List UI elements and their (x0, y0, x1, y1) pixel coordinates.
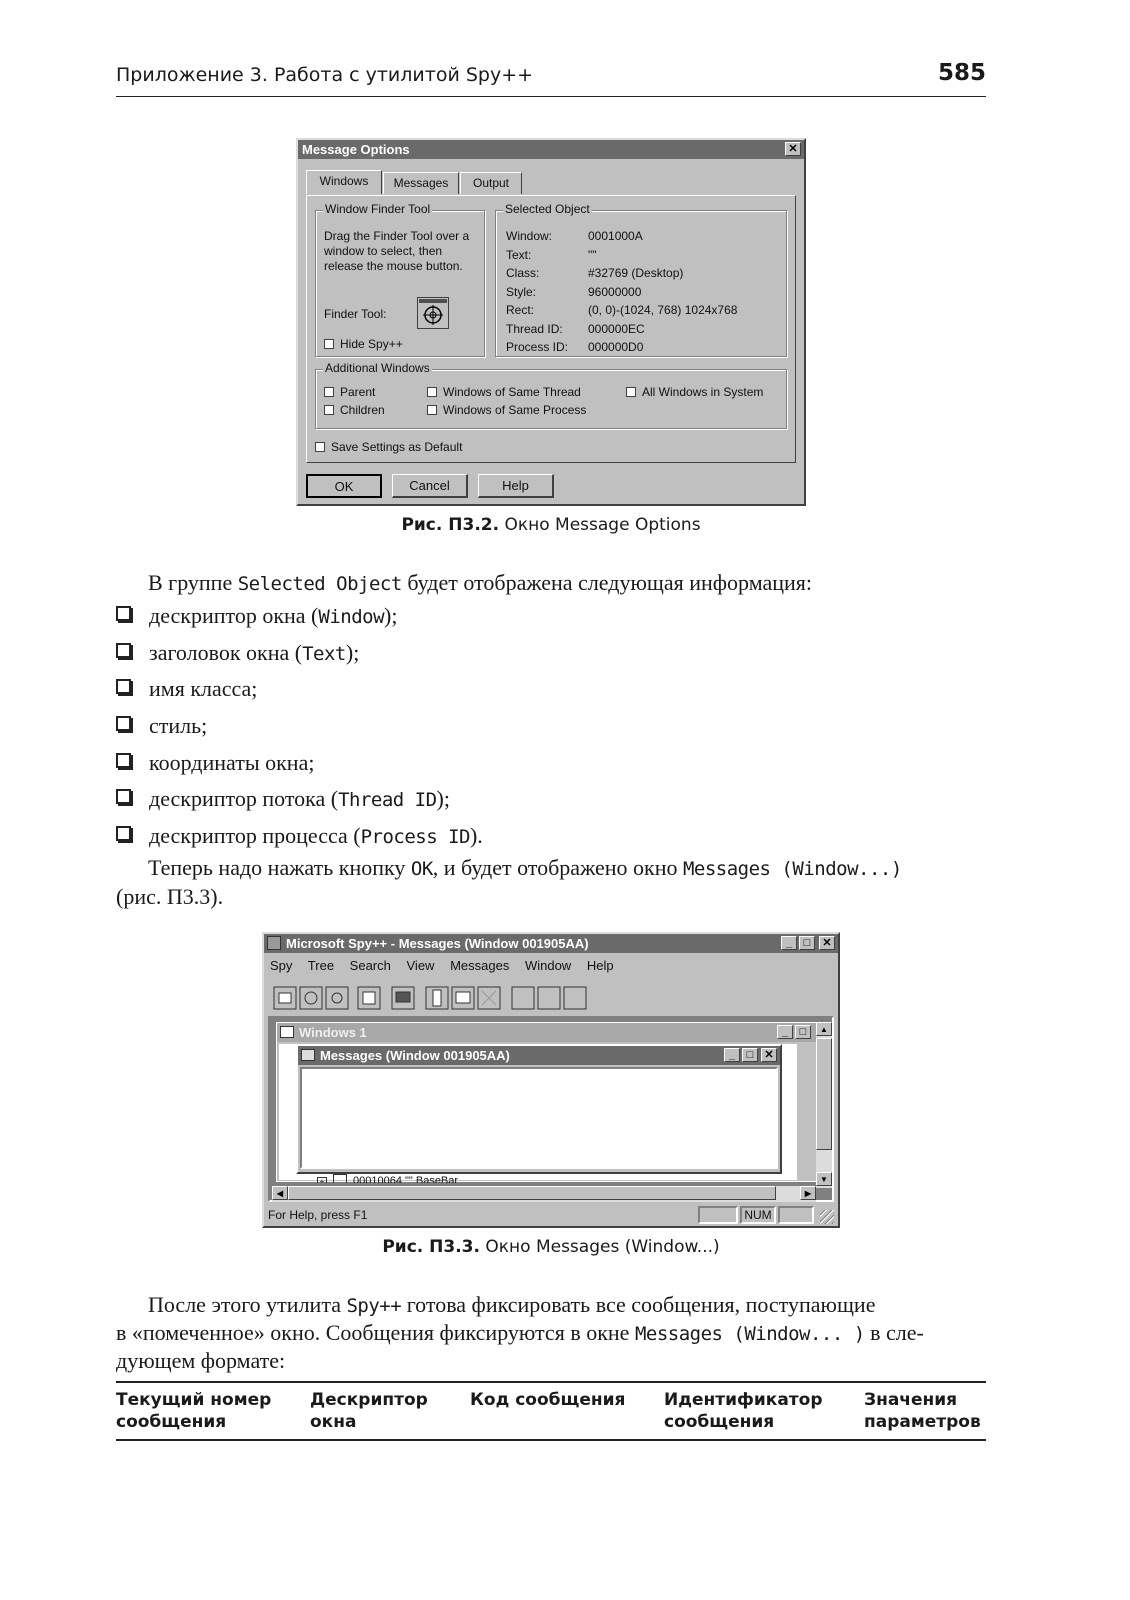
header-line: Дескриптор (310, 1390, 428, 1410)
checkbox-icon (324, 405, 334, 415)
dialog-title: Message Options (302, 142, 410, 157)
info-value: 0001000A (588, 229, 643, 243)
checkbox-icon (427, 387, 437, 397)
checkbox-icon (324, 387, 334, 397)
list-item (116, 782, 450, 817)
parent-checkbox[interactable] (324, 385, 375, 399)
messages-child-window (296, 1044, 782, 1174)
code-run: Selected Object (237, 573, 402, 595)
same-process-checkbox[interactable] (427, 403, 586, 417)
tree-row (317, 1174, 458, 1183)
caption-number: Рис. П3.3. (382, 1237, 480, 1257)
parent-label: Parent (340, 385, 376, 399)
instruction-line: release the mouse button. (324, 259, 463, 273)
info-key: Thread ID: (506, 321, 563, 336)
paragraph-after-line3: дующем формате: (116, 1348, 286, 1373)
bullet-icon (116, 679, 131, 694)
checkbox-icon (626, 387, 636, 397)
child1-titlebar (277, 1023, 817, 1042)
text-run: заголовок окна ( (149, 640, 303, 665)
hide-spy-checkbox[interactable] (324, 337, 403, 351)
text-run: дескриптор потока ( (149, 786, 339, 811)
status-pane-empty-2 (778, 1206, 814, 1224)
text-run: дескриптор окна ( (149, 603, 319, 628)
horizontal-scrollbar[interactable] (272, 1186, 816, 1202)
header-line: окна (310, 1412, 357, 1432)
info-row (506, 227, 737, 246)
menu-help[interactable]: Help (586, 958, 614, 973)
finder-instructions (324, 229, 469, 274)
info-row (506, 320, 737, 339)
close-icon[interactable]: ✕ (785, 142, 801, 156)
menu-tree[interactable]: Tree (307, 958, 335, 973)
figure-caption-1 (116, 515, 986, 535)
info-value: "" (588, 247, 597, 262)
tab-messages[interactable]: Messages (383, 172, 459, 194)
bullet-icon (116, 643, 131, 658)
toolbar-icons (274, 987, 586, 1009)
tab-page (306, 195, 796, 463)
instruction-line: window to select, then (324, 244, 443, 258)
caption-number: Рис. П3.2. (401, 515, 500, 535)
text-run: дескриптор процесса ( (149, 823, 361, 848)
close-icon[interactable]: ✕ (819, 936, 835, 950)
child2-title: Messages (Window 001905AA) (320, 1048, 510, 1063)
menu-spy[interactable]: Spy (270, 958, 293, 973)
info-row (506, 338, 737, 357)
menu-search[interactable]: Search (349, 958, 391, 973)
spy-title: Microsoft Spy++ - Messages (Window 001905AA) (286, 936, 589, 951)
scroll-left-icon[interactable]: ◀ (272, 1186, 288, 1200)
finder-group (315, 202, 485, 357)
text-run: стиль; (149, 713, 208, 738)
caption-text: Окно Message Options (499, 515, 701, 535)
bullet-icon (116, 606, 131, 621)
paragraph-intro (148, 566, 988, 601)
info-key: Class: (506, 266, 540, 280)
tab-windows[interactable]: Windows (306, 170, 382, 194)
header-line: сообщения (664, 1412, 775, 1432)
header-line: Код сообщения (470, 1390, 626, 1410)
help-button[interactable]: Help (478, 474, 554, 498)
list-item (116, 636, 359, 671)
save-default-label: Save Settings as Default (331, 440, 463, 454)
folder-icon (333, 1174, 347, 1183)
info-key: Text: (506, 247, 532, 262)
messages-window-icon (301, 1049, 315, 1061)
code-run: Messages (Window...) (682, 858, 902, 880)
text-run: ). (469, 823, 483, 848)
info-key: Process ID: (506, 340, 569, 354)
all-windows-label: All Windows in System (642, 385, 764, 399)
text-run: , и будет отображено окно (432, 855, 683, 880)
info-row (506, 283, 737, 302)
cancel-button[interactable]: Cancel (392, 474, 468, 498)
caption-text: Окно Messages (Window...) (479, 1237, 720, 1257)
info-value: (0, 0)-(1024, 768) 1024x768 (588, 303, 738, 317)
paragraph-next-cont: (рис. П3.3). (116, 884, 224, 909)
scroll-thumb[interactable] (816, 1038, 832, 1150)
table-header-cell (116, 1389, 271, 1433)
info-row (506, 264, 737, 283)
message-list[interactable] (300, 1067, 778, 1169)
table-header-cell (310, 1389, 428, 1433)
same-thread-label: Windows of Same Thread (443, 385, 581, 399)
info-value: 96000000 (588, 284, 642, 299)
tree-row-label: 00010064 "" BaseBar (353, 1175, 459, 1183)
minimize-icon[interactable]: _ (777, 1025, 793, 1039)
header-line: сообщения (116, 1412, 227, 1432)
header-line: Текущий номер (116, 1390, 272, 1410)
finder-tool-icon[interactable] (417, 297, 449, 329)
child1-title: Windows 1 (299, 1025, 367, 1040)
additional-windows-group (315, 361, 787, 429)
tab-output[interactable]: Output (460, 172, 522, 194)
window-icon (280, 1026, 294, 1038)
list-item (116, 599, 397, 634)
minimize-icon[interactable]: _ (781, 936, 797, 950)
checkbox-icon (427, 405, 437, 415)
code-run: Process ID (360, 826, 470, 848)
text-run: После этого утилита (148, 1292, 347, 1317)
format-table (116, 1381, 986, 1441)
same-thread-checkbox[interactable] (427, 385, 581, 399)
status-help: For Help, press F1 (268, 1208, 368, 1222)
menu-view[interactable]: View (406, 958, 435, 973)
info-key: Window: (506, 229, 553, 243)
text-run: в «помеченное» окно. Сообщения фиксируются в окне (116, 1320, 635, 1345)
text-run: имя класса; (149, 676, 258, 701)
paragraph-next (148, 851, 988, 886)
children-label: Children (340, 403, 385, 417)
finder-group-label: Window Finder Tool (325, 202, 431, 216)
status-pane-empty (698, 1206, 738, 1224)
figure-caption-2 (116, 1237, 986, 1257)
code-run: OK (410, 858, 433, 880)
message-options-dialog (296, 138, 806, 506)
info-key: Rect: (506, 303, 535, 317)
list-item (116, 709, 207, 742)
children-checkbox[interactable] (324, 403, 385, 417)
text-run: в сле- (864, 1320, 924, 1345)
text-run: Теперь надо нажать кнопку (148, 855, 411, 880)
info-value: 000000EC (588, 321, 645, 336)
scroll-up-icon[interactable]: ▲ (816, 1022, 832, 1036)
list-item (116, 819, 483, 854)
code-run: Text (302, 643, 346, 665)
table-header-cell (470, 1389, 625, 1411)
header-line: параметров (864, 1412, 981, 1432)
text-run: координаты окна; (149, 750, 315, 775)
text-run: ); (436, 786, 450, 811)
same-process-label: Windows of Same Process (443, 403, 587, 417)
vertical-scrollbar[interactable] (816, 1022, 832, 1188)
dialog-titlebar (298, 140, 804, 159)
scroll-thumb-h[interactable] (288, 1186, 776, 1200)
menu-messages[interactable]: Messages (450, 958, 510, 973)
selected-object-rows (506, 227, 737, 357)
selected-object-group (495, 202, 787, 357)
bullet-icon (116, 716, 131, 731)
scroll-right-icon[interactable]: ▶ (800, 1186, 816, 1200)
page-number: 585 (937, 60, 986, 86)
checkbox-icon (315, 442, 325, 452)
maximize-icon[interactable]: □ (799, 936, 815, 950)
spy-app-icon (267, 936, 281, 950)
table-header-cell (664, 1389, 823, 1433)
mdi-client (268, 1016, 834, 1202)
scroll-down-icon[interactable]: ▼ (816, 1172, 832, 1186)
bullet-icon (116, 789, 131, 804)
running-title: Приложение 3. Работа с утилитой Spy++ (116, 64, 534, 86)
checkbox-icon (324, 339, 334, 349)
additional-windows-label: Additional Windows (325, 361, 430, 375)
bullet-icon (116, 753, 131, 768)
table-header-cell (864, 1389, 981, 1433)
spy-titlebar (264, 934, 838, 953)
text-run: В группе (148, 570, 238, 595)
info-value: 000000D0 (588, 340, 644, 354)
instruction-line: Drag the Finder Tool over a (324, 229, 470, 243)
list-item (116, 672, 257, 705)
code-run: Messages (Window... ) (634, 1323, 865, 1345)
info-row (506, 301, 737, 320)
text-run: готова фиксировать все сообщения, поступающие (401, 1292, 876, 1317)
selected-object-label: Selected Object (505, 202, 590, 216)
menu-bar (270, 958, 614, 973)
tab-strip (306, 172, 796, 196)
info-value: #32769 (Desktop) (588, 266, 684, 280)
text-run: ); (345, 640, 360, 665)
resize-grip-icon[interactable] (820, 1210, 834, 1224)
menu-window[interactable]: Window (524, 958, 572, 973)
header-line: Идентификатор (664, 1390, 823, 1410)
all-windows-checkbox[interactable] (626, 385, 763, 399)
close-icon[interactable]: ✕ (761, 1048, 777, 1062)
header-line: Значения (864, 1390, 958, 1410)
save-default-checkbox[interactable] (315, 440, 462, 454)
text-run: ); (384, 603, 398, 628)
toolbar (272, 985, 602, 1011)
page-header (116, 60, 986, 97)
spy-main-window (262, 932, 840, 1228)
code-run: Thread ID (338, 789, 437, 811)
maximize-icon[interactable]: □ (742, 1048, 758, 1062)
status-num: NUM (740, 1206, 776, 1224)
child2-titlebar (298, 1046, 780, 1065)
hide-spy-label: Hide Spy++ (340, 337, 403, 351)
list-item (116, 746, 314, 779)
expand-icon[interactable]: + (317, 1177, 327, 1183)
code-run: Spy++ (346, 1295, 402, 1317)
minimize-icon[interactable]: _ (724, 1048, 740, 1062)
info-key: Style: (506, 284, 537, 299)
finder-tool-label: Finder Tool: (324, 307, 387, 321)
bullet-icon (116, 826, 131, 841)
code-run: Window (318, 606, 385, 628)
info-row (506, 246, 737, 265)
maximize-icon[interactable]: □ (795, 1025, 811, 1039)
text-run: будет отображена следующая информация: (401, 570, 813, 595)
ok-button[interactable]: OK (306, 474, 382, 498)
